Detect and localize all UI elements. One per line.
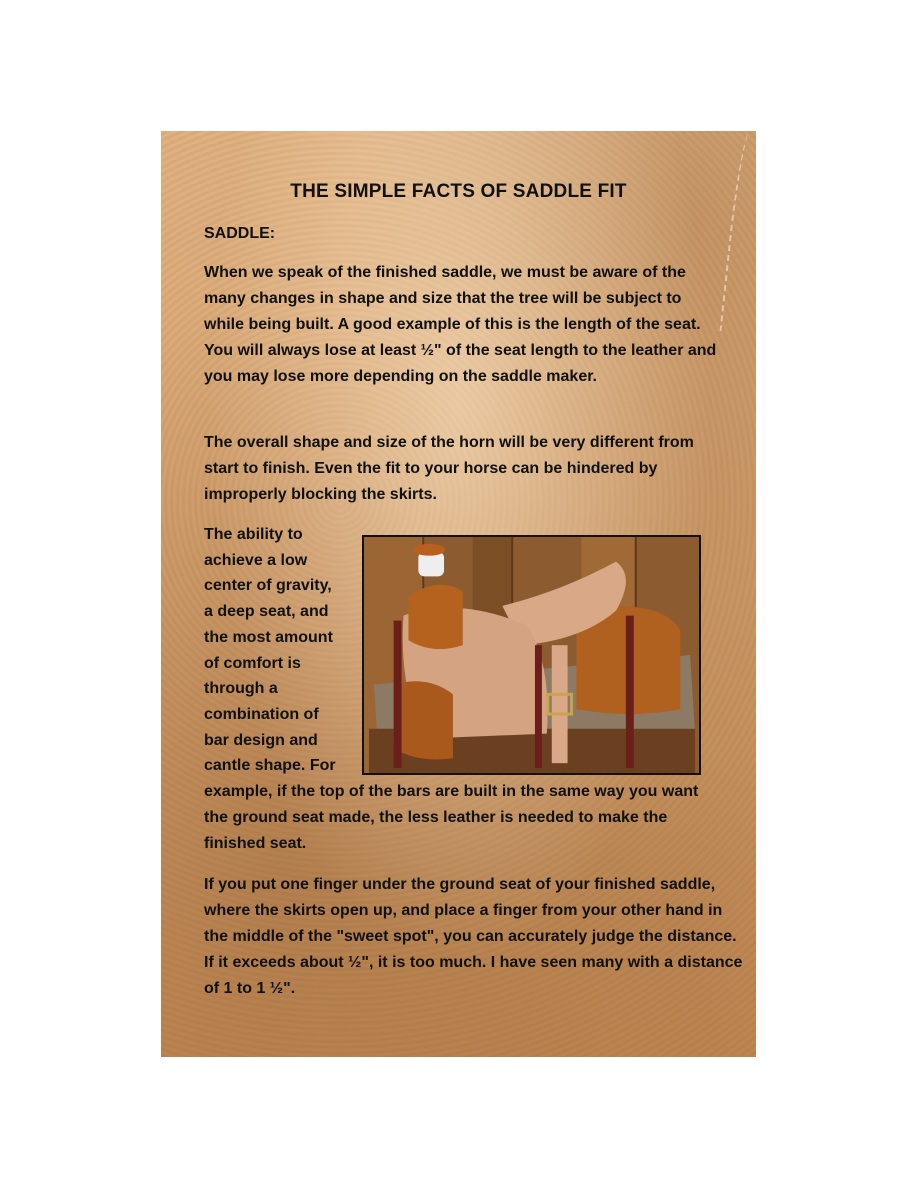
wrap-line: achieve a low (204, 551, 308, 569)
leather-stitching (719, 131, 756, 331)
section-heading: SADDLE: (204, 225, 276, 242)
wrap-line: center of gravity, (204, 577, 332, 595)
wrap-line: the most amount (204, 628, 333, 646)
wrap-line: a deep seat, and (204, 603, 329, 621)
paragraph-seat-length: When we speak of the finished saddle, we must be aware of the many changes in shape and size that the tree will be subject to while being built. A good example of this is the length of the seat. You will always lose at least ½" of the seat length to the leather and you may lose more depending on the saddle maker. (204, 264, 717, 385)
wrap-line: of comfort is (204, 654, 301, 672)
paragraph-horn-shape: The overall shape and size of the horn will be very different from start to finish. Even the fit to your horse can be hindered by improperly blocking the skirts. (204, 434, 694, 503)
wrap-line: The ability to (204, 526, 303, 543)
paragraph-sweet-spot: If you put one finger under the ground seat of your finished saddle, where the skirts open up, and place a finger from your other hand in the middle of the "sweet spot", you can accurately judge the distance. If it exceeds about ½", it is too much. I have seen many with a distance of 1 to 1 ½". (204, 876, 743, 997)
leather-page (161, 131, 756, 1057)
saddle-illustration (364, 537, 699, 773)
wrap-line: cantle shape. For (204, 757, 336, 775)
paragraph-bar-design-continued: example, if the top of the bars are built in the same way you want the ground seat made, the less leather is needed to make the finished seat. (204, 783, 699, 852)
wrap-line: through a (204, 680, 278, 698)
wrap-line: bar design and (204, 731, 318, 749)
wrapped-text-beside-image (204, 522, 364, 779)
wrap-line: combination of (204, 705, 319, 723)
saddle-photo (362, 535, 701, 775)
page-title: THE SIMPLE FACTS OF SADDLE FIT (290, 181, 627, 202)
